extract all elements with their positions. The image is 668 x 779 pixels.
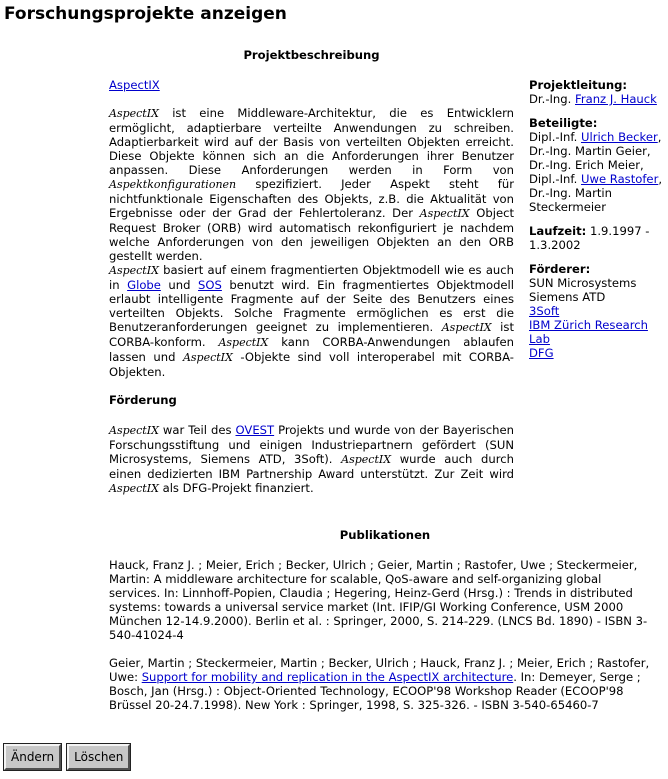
text: Object Request Broker (ORB) wird automatisch rekonfiguriert je nachdem welche Anforderungen von den jeweiligen Objekten an den ORB gestellt werden. (109, 206, 514, 263)
text: Projekts und wurde von der Bayerischen Forschungsstiftung und einigen Industriepartnern gefördert (SUN Microsystems, Siemens ATD, 3Soft). (109, 423, 514, 466)
text: , (657, 130, 662, 144)
heading-funding: Förderung (109, 393, 177, 407)
text: und (160, 278, 199, 292)
participant-link-becker[interactable]: Ulrich Becker (580, 130, 658, 144)
runtime-block (529, 224, 664, 252)
participant-item: Dr.-Ing. Martin Geier, (529, 144, 651, 158)
text: Dipl.-Inf. (529, 172, 581, 186)
aspectix-term: AspectIX (109, 482, 159, 495)
text: -Objekte sind voll interoperabel mit CORBA-Objekten. (109, 350, 514, 379)
project-lead-block (529, 78, 664, 106)
participant-item (529, 172, 664, 186)
participant-item: Dr.-Ing. Martin Steckermeier (529, 186, 612, 214)
aspectix-term: AspectIX (218, 336, 269, 349)
description-paragraph-2 (109, 263, 514, 379)
ovest-link[interactable]: OVEST (235, 423, 275, 437)
funding-paragraph (109, 423, 514, 496)
text: kann CORBA-Anwendungen ablaufen lassen und (109, 335, 514, 364)
sponsors-block (529, 262, 664, 360)
sponsor-link-dfg[interactable]: DFG (529, 346, 554, 360)
aspektkonfigurationen-term: Aspektkonfigurationen (109, 178, 237, 191)
participants-label: Beteiligte: (529, 116, 598, 130)
runtime-value: 1.9.1997 - 1.3.2002 (529, 224, 650, 252)
publication-1: Hauck, Franz J. ; Meier, Erich ; Becker, Ulrich ; Geier, Martin ; Rastofer, Uwe ; Steckermeier, Martin: A middleware architecture for scalable, QoS-aware and self-organizing global services. In: Linnhoff-Popien, Claudia ; Hegering, Heinz-Gerd (Hrsg.) : Trends in distributed systems: towards a universal service market (Int. IFIP/GI Working Conference, USM 2000 München 12-14.9.2000). Berlin et al. : Springer, 2000, S. 214-229. (LNCS Bd. 1890) - ISBN 3-540-41024-4 (109, 558, 648, 642)
globe-link[interactable]: Globe (127, 278, 161, 292)
participants-block (529, 116, 664, 214)
edit-button[interactable]: Ändern (4, 744, 61, 770)
page-title: Forschungsprojekte anzeigen (4, 4, 287, 24)
text: . In: Demeyer, Serge ; Bosch, Jan (Hrsg.) : Object-Oriented Technology, ECOOP'98 Workshop Reader (ECOOP'98 Brüssel 20-24.7.1998). New York : Springer, 1998, S. 325-326. - ISBN 3-540-65460-7 (109, 670, 641, 712)
heading-project-description: Projektbeschreibung (243, 48, 380, 62)
aspectix-term: AspectIX (419, 207, 470, 220)
publication-2 (109, 656, 654, 712)
runtime-label: Laufzeit: (529, 224, 587, 238)
text: basiert auf einem fragmentierten Objektmodell wie es auch in (109, 263, 514, 292)
sponsor-link-3soft[interactable]: 3Soft (529, 304, 560, 318)
publications-section (109, 528, 654, 712)
sos-link[interactable]: SOS (198, 278, 222, 292)
participant-link-rastofer[interactable]: Uwe Rastofer (580, 172, 659, 186)
text: , (658, 172, 663, 186)
aspectix-term: AspectIX (182, 351, 233, 364)
delete-button[interactable]: Löschen (67, 744, 130, 770)
action-buttons (4, 744, 130, 770)
sponsors-label: Förderer: (529, 262, 591, 276)
heading-publications: Publikationen (339, 528, 431, 542)
aspectix-term: AspectIX (109, 107, 159, 120)
participant-item: Dr.-Ing. Erich Meier, (529, 158, 644, 172)
project-lead-link[interactable]: Franz J. Hauck (575, 92, 657, 106)
sponsor-item: Siemens ATD (529, 290, 606, 304)
aspectix-term: AspectIX (109, 424, 159, 437)
sponsor-link-ibm[interactable]: IBM Zürich Research Lab (529, 318, 648, 346)
description-paragraph-1 (109, 106, 514, 263)
text: benutzt wird. Ein fragmentiertes Objektmodell erlaubt intelligente Fragmente auf der Seite des Benutzers eines verteilten Objekts. Solche Fragmente ermöglichen es erst die Benutzeranforderungen geeignet zu implementieren. (109, 278, 514, 334)
participant-item (529, 130, 664, 144)
text: als DFG-Projekt finanziert. (158, 481, 314, 495)
text: Dr.-Ing. (529, 92, 575, 106)
publication-2-link[interactable]: Support for mobility and replication in the AspectIX architecture (141, 670, 514, 684)
aspectix-term: AspectIX (109, 264, 159, 277)
project-main-content (109, 48, 514, 496)
text: Geier, Martin ; Steckermeier, Martin ; Becker, Ulrich ; Hauck, Franz J. ; Meier, Erich ; Rastofer, Uwe: (109, 656, 650, 684)
text: ist eine Middleware-Architektur, die es Entwicklern ermöglicht, adaptierbare verteilte Anwendungen zu schreiben. Adaptierbarkeit wird auf der Basis von verteilten Objekten erreicht. Diese Objekte können sich an die Anforderungen ihrer Benutzer anpassen. Diese Anforderungen werden in Form von (109, 106, 514, 177)
aspectix-term: AspectIX (341, 453, 392, 466)
project-lead-label: Projektleitung: (529, 78, 628, 92)
project-sidebar (529, 78, 664, 370)
text: Dipl.-Inf. (529, 130, 581, 144)
text: wurde auch durch einen dedizierten IBM Partnership Award unterstützt. Zur Zeit wird (109, 452, 514, 481)
sponsor-item: SUN Microsystems (529, 276, 637, 290)
project-link-aspectix[interactable]: AspectIX (109, 78, 160, 92)
text: war Teil des (158, 423, 236, 437)
text: ist CORBA-konform. (109, 320, 514, 349)
text: spezifiziert. Jeder Aspekt steht für nichtfunktionale Eigenschaften des Objekts, z.B. die Aktualität von Ergebnisse oder der Grad der Fehlertoleranz. Der (109, 177, 514, 220)
aspectix-term: AspectIX (441, 321, 492, 334)
